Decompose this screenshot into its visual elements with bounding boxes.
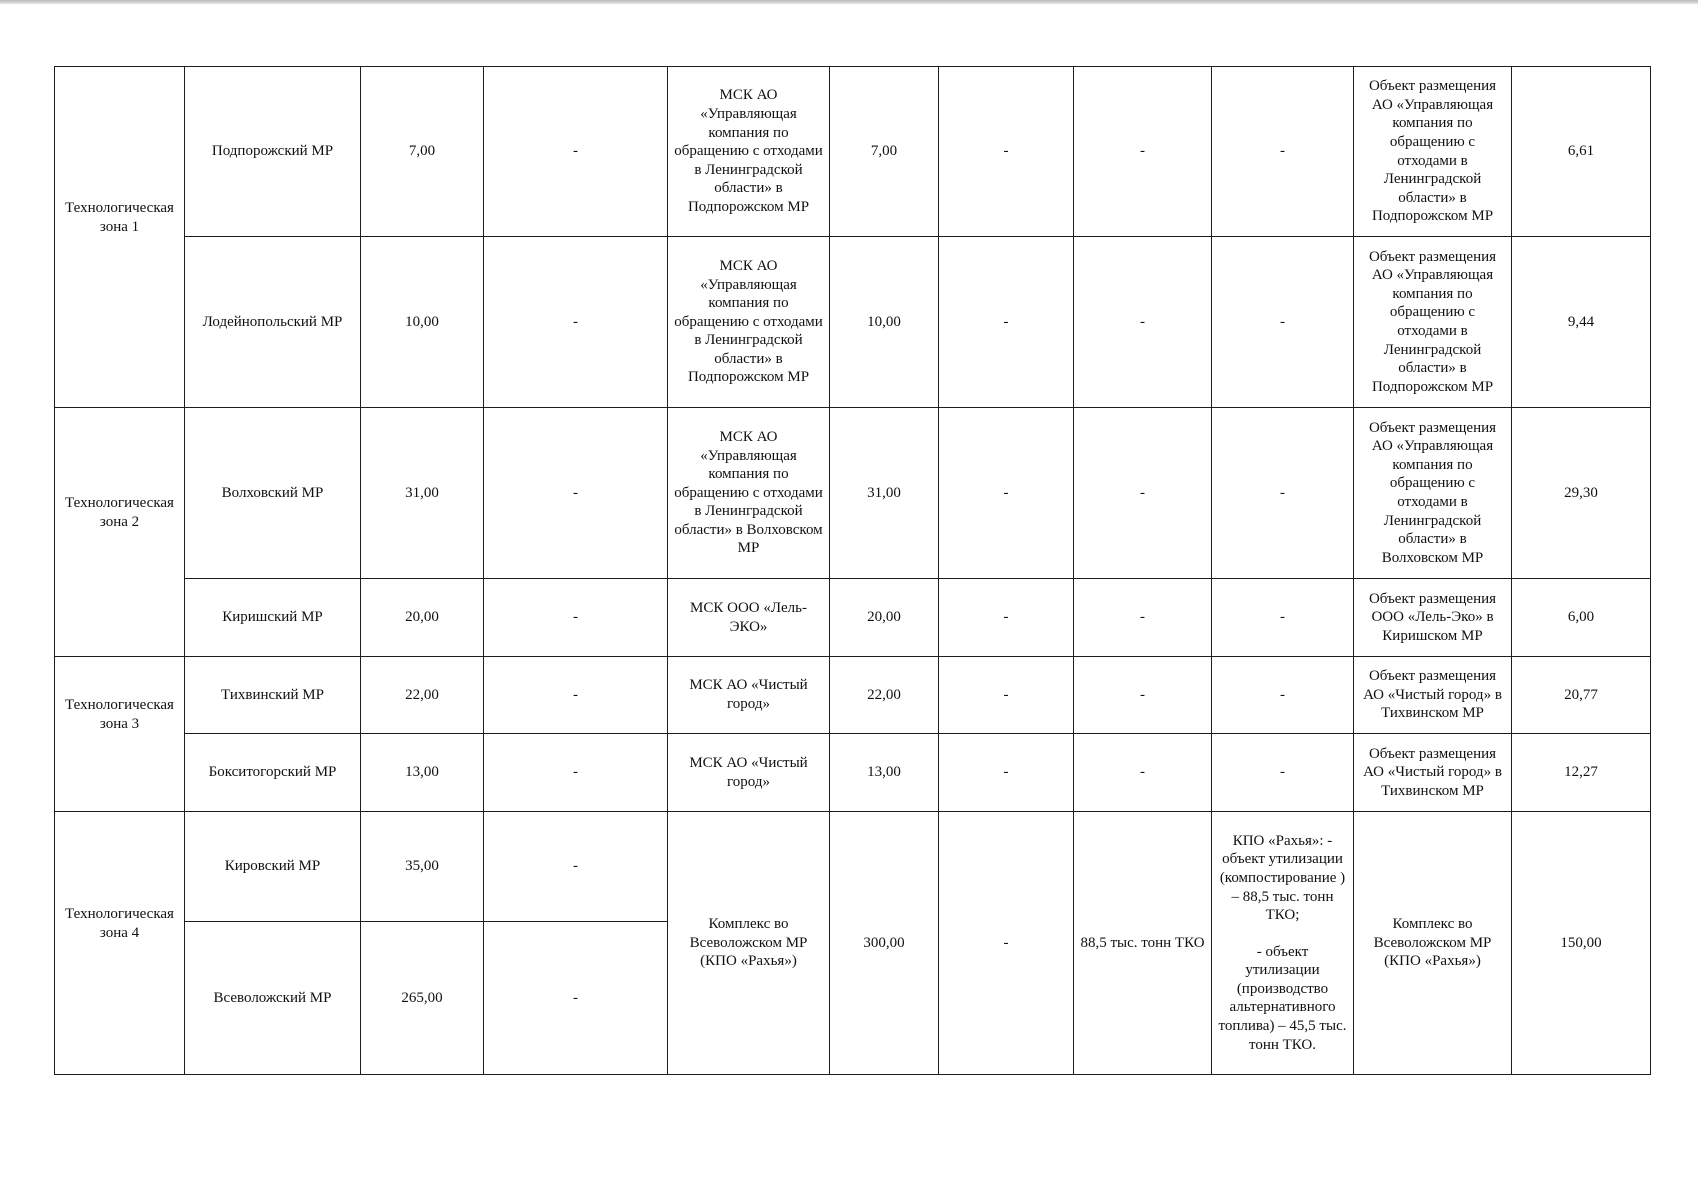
disposal-volume-cell: 6,00 bbox=[1512, 579, 1651, 657]
capacity-cell: 22,00 bbox=[830, 657, 939, 734]
dash-cell: - bbox=[484, 657, 668, 734]
dash-cell: - bbox=[484, 237, 668, 408]
dash-cell: - bbox=[1212, 67, 1354, 237]
disposal-volume-cell: 9,44 bbox=[1512, 237, 1651, 408]
dash-cell: - bbox=[1074, 237, 1212, 408]
facility-cell: МСК ООО «Лель-ЭКО» bbox=[668, 579, 830, 657]
dash-cell: - bbox=[939, 579, 1074, 657]
utilization-volume-cell: 88,5 тыс. тонн ТКО bbox=[1074, 812, 1212, 1075]
zone-cell: Технологическая зона 4 bbox=[55, 812, 185, 1075]
dash-cell: - bbox=[1074, 67, 1212, 237]
dash-cell: - bbox=[484, 812, 668, 922]
zone-cell: Технологическая зона 2 bbox=[55, 408, 185, 657]
waste-flow-table bbox=[54, 66, 1651, 1075]
district-cell: Киришский МР bbox=[185, 579, 361, 657]
dash-cell: - bbox=[484, 408, 668, 579]
volume-cell: 31,00 bbox=[361, 408, 484, 579]
disposal-volume-cell: 6,61 bbox=[1512, 67, 1651, 237]
disposal-volume-cell: 20,77 bbox=[1512, 657, 1651, 734]
table-row bbox=[55, 408, 1651, 579]
dash-cell: - bbox=[939, 812, 1074, 1075]
facility-cell: МСК АО «Управляющая компания по обращению с отходами в Ленинградской области» в Волховском МР bbox=[668, 408, 830, 579]
disposal-cell: Объект размещения АО «Чистый город» в Тихвинском МР bbox=[1354, 734, 1512, 812]
volume-cell: 20,00 bbox=[361, 579, 484, 657]
district-cell: Бокситогорский МР bbox=[185, 734, 361, 812]
table-row bbox=[55, 734, 1651, 812]
dash-cell: - bbox=[1074, 579, 1212, 657]
dash-cell: - bbox=[484, 922, 668, 1075]
dash-cell: - bbox=[1074, 657, 1212, 734]
district-cell: Тихвинский МР bbox=[185, 657, 361, 734]
disposal-cell: Объект размещения АО «Управляющая компания по обращению с отходами в Ленинградской области» в Волховском МР bbox=[1354, 408, 1512, 579]
disposal-cell: Объект размещения АО «Управляющая компания по обращению с отходами в Ленинградской области» в Подпорожском МР bbox=[1354, 67, 1512, 237]
table-row bbox=[55, 812, 1651, 922]
volume-cell: 22,00 bbox=[361, 657, 484, 734]
table-row bbox=[55, 657, 1651, 734]
dash-cell: - bbox=[939, 734, 1074, 812]
dash-cell: - bbox=[1212, 579, 1354, 657]
dash-cell: - bbox=[1212, 237, 1354, 408]
dash-cell: - bbox=[939, 657, 1074, 734]
dash-cell: - bbox=[939, 408, 1074, 579]
capacity-cell: 10,00 bbox=[830, 237, 939, 408]
volume-cell: 35,00 bbox=[361, 812, 484, 922]
capacity-cell: 13,00 bbox=[830, 734, 939, 812]
disposal-cell: Объект размещения АО «Управляющая компания по обращению с отходами в Ленинградской области» в Подпорожском МР bbox=[1354, 237, 1512, 408]
volume-cell: 10,00 bbox=[361, 237, 484, 408]
volume-cell: 13,00 bbox=[361, 734, 484, 812]
zone-cell: Технологическая зона 1 bbox=[55, 67, 185, 408]
capacity-cell: 300,00 bbox=[830, 812, 939, 1075]
capacity-cell: 31,00 bbox=[830, 408, 939, 579]
district-cell: Волховский МР bbox=[185, 408, 361, 579]
dash-cell: - bbox=[484, 67, 668, 237]
dash-cell: - bbox=[484, 579, 668, 657]
volume-cell: 7,00 bbox=[361, 67, 484, 237]
capacity-cell: 7,00 bbox=[830, 67, 939, 237]
dash-cell: - bbox=[1212, 657, 1354, 734]
scan-top-edge bbox=[0, 0, 1698, 4]
dash-cell: - bbox=[1212, 408, 1354, 579]
utilization-object-fuel: - объект утилизации (производство альтернативного топлива) – 45,5 тыс. тонн ТКО. bbox=[1218, 943, 1347, 1053]
disposal-cell: Комплекс во Всеволожском МР (КПО «Рахья») bbox=[1354, 812, 1512, 1075]
disposal-volume-cell: 12,27 bbox=[1512, 734, 1651, 812]
dash-cell: - bbox=[484, 734, 668, 812]
district-cell: Кировский МР bbox=[185, 812, 361, 922]
cell-spacer bbox=[1218, 925, 1347, 943]
district-cell: Подпорожский МР bbox=[185, 67, 361, 237]
utilization-object-compost: КПО «Рахья»: - объект утилизации (компостирование ) – 88,5 тыс. тонн ТКО; bbox=[1219, 832, 1346, 924]
dash-cell: - bbox=[1212, 734, 1354, 812]
facility-cell: МСК АО «Чистый город» bbox=[668, 734, 830, 812]
dash-cell: - bbox=[1074, 408, 1212, 579]
district-cell: Лодейнопольский МР bbox=[185, 237, 361, 408]
disposal-cell: Объект размещения ООО «Лель-Эко» в Киришском МР bbox=[1354, 579, 1512, 657]
table-row bbox=[55, 67, 1651, 237]
facility-cell: Комплекс во Всеволожском МР (КПО «Рахья») bbox=[668, 812, 830, 1075]
utilization-objects-cell bbox=[1212, 812, 1354, 1075]
disposal-volume-cell: 150,00 bbox=[1512, 812, 1651, 1075]
facility-cell: МСК АО «Управляющая компания по обращению с отходами в Ленинградской области» в Подпорожском МР bbox=[668, 67, 830, 237]
zone-cell: Технологическая зона 3 bbox=[55, 657, 185, 812]
dash-cell: - bbox=[939, 67, 1074, 237]
volume-cell: 265,00 bbox=[361, 922, 484, 1075]
table-row bbox=[55, 579, 1651, 657]
dash-cell: - bbox=[1074, 734, 1212, 812]
facility-cell: МСК АО «Управляющая компания по обращению с отходами в Ленинградской области» в Подпорожском МР bbox=[668, 237, 830, 408]
disposal-cell: Объект размещения АО «Чистый город» в Тихвинском МР bbox=[1354, 657, 1512, 734]
district-cell: Всеволожский МР bbox=[185, 922, 361, 1075]
facility-cell: МСК АО «Чистый город» bbox=[668, 657, 830, 734]
disposal-volume-cell: 29,30 bbox=[1512, 408, 1651, 579]
table-row bbox=[55, 237, 1651, 408]
dash-cell: - bbox=[939, 237, 1074, 408]
capacity-cell: 20,00 bbox=[830, 579, 939, 657]
